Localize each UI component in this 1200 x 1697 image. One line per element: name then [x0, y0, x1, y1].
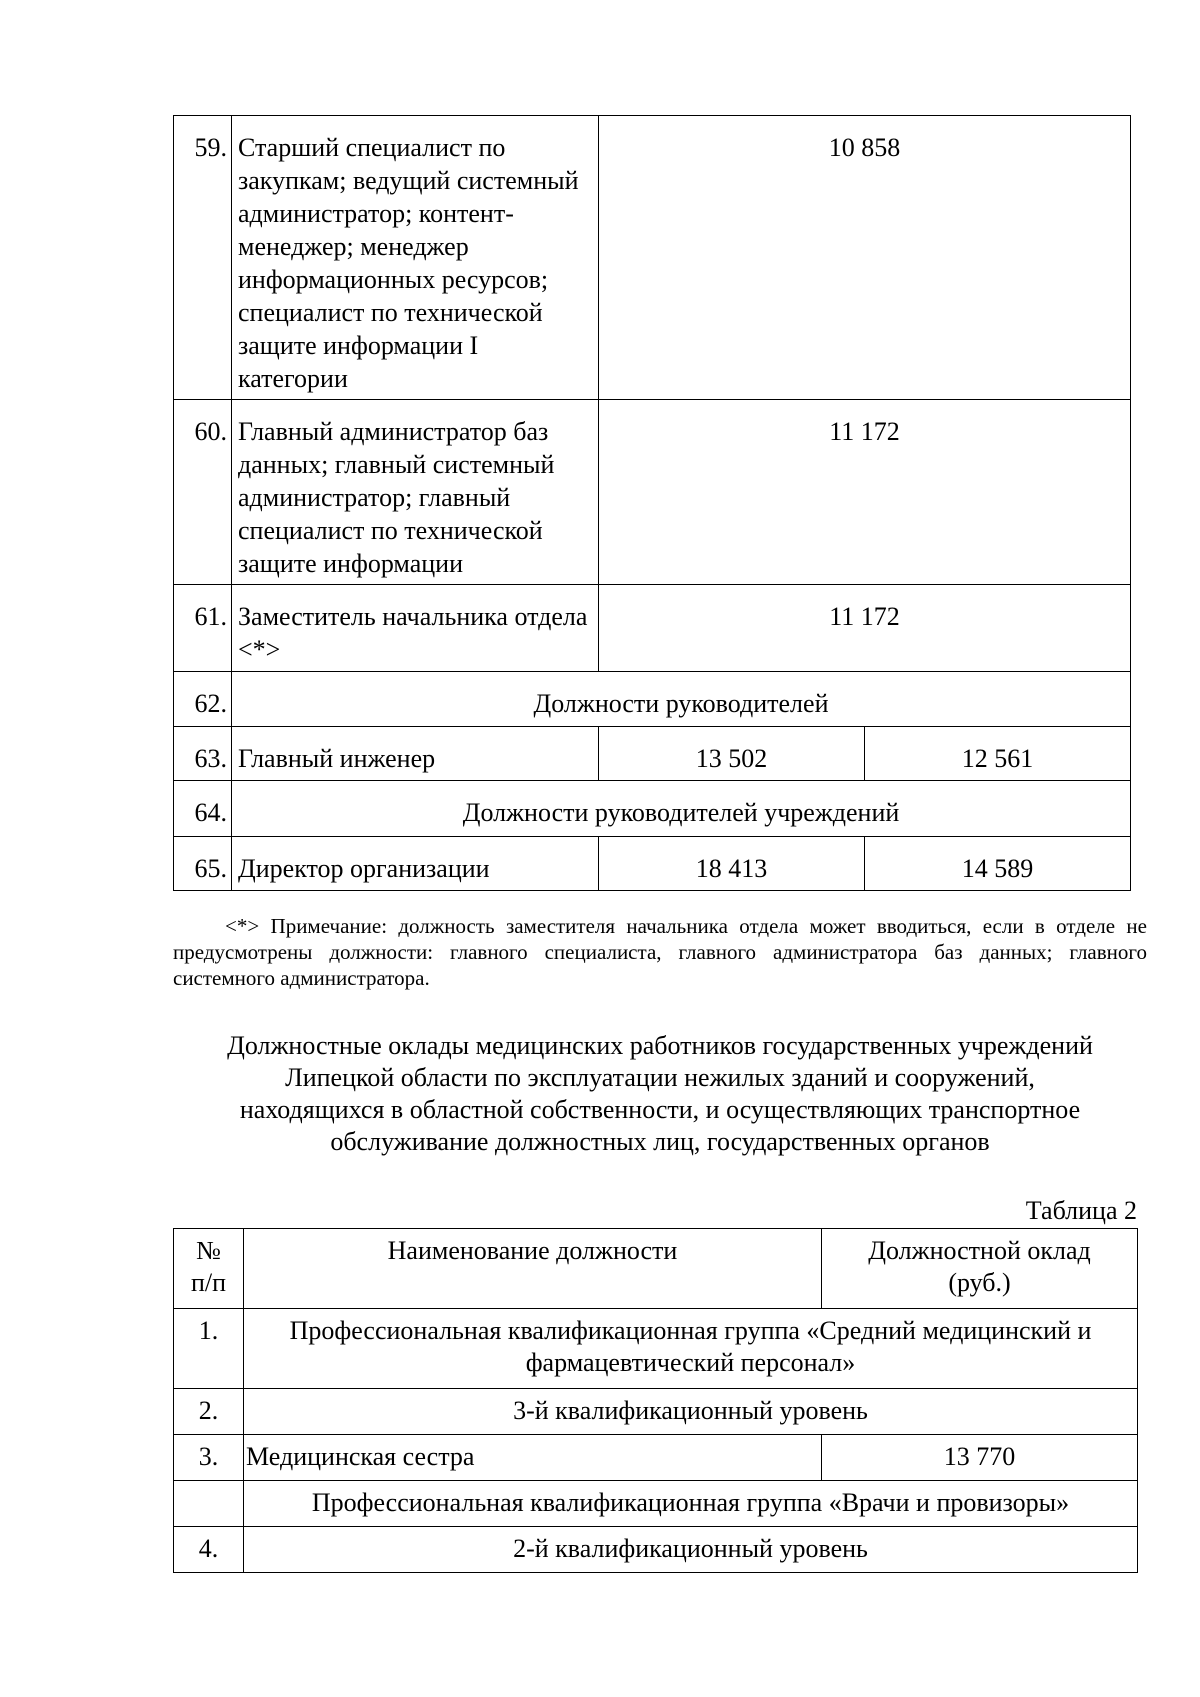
- group-title-line: фармацевтический персонал»: [525, 1348, 856, 1377]
- table-row: [174, 781, 1131, 837]
- group-title: [244, 1309, 1138, 1389]
- row-number: 63.: [174, 727, 232, 781]
- row-number: 61.: [174, 585, 232, 672]
- heading-line: Липецкой области по эксплуатации нежилых зданий и сооружений,: [285, 1063, 1035, 1092]
- row-number: 64.: [174, 781, 232, 837]
- heading-line: Должностные оклады медицинских работников государственных учреждений: [227, 1031, 1093, 1060]
- row-number: 62.: [174, 672, 232, 727]
- header-position-name: Наименование должности: [244, 1229, 822, 1309]
- group-title: 3-й квалификационный уровень: [244, 1389, 1138, 1435]
- salary-value: 11 172: [599, 400, 1131, 585]
- row-number: [174, 1481, 244, 1527]
- salary-value: 11 172: [599, 585, 1131, 672]
- table-row: [174, 672, 1131, 727]
- section-heading: [150, 1030, 1170, 1158]
- header-number: [174, 1229, 244, 1309]
- salary-value: 10 858: [599, 116, 1131, 400]
- header-number-line: №: [196, 1236, 221, 1265]
- salary-value: 13 770: [822, 1435, 1138, 1481]
- table-row: [174, 116, 1131, 400]
- row-number: 60.: [174, 400, 232, 585]
- row-number: 65.: [174, 837, 232, 891]
- positions-table-1: [173, 115, 1131, 891]
- table-row: [174, 1527, 1138, 1573]
- table-label: Таблица 2: [1025, 1196, 1137, 1225]
- salary-value-1: 18 413: [599, 837, 865, 891]
- table-row: [174, 1481, 1138, 1527]
- position-name: Старший специалист по закупкам; ведущий системный администратор; контент-менеджер; менеджер информационных ресурсов; специалист по технической защите информации I категории: [232, 116, 599, 400]
- heading-line: обслуживание должностных лиц, государственных органов: [330, 1127, 990, 1156]
- group-title: Должности руководителей: [232, 672, 1131, 727]
- row-number: 59.: [174, 116, 232, 400]
- row-number: 2.: [174, 1389, 244, 1435]
- heading-line: находящихся в областной собственности, и осуществляющих транспортное: [239, 1095, 1081, 1124]
- table-row: [174, 837, 1131, 891]
- salary-value-2: 14 589: [865, 837, 1131, 891]
- row-number: 3.: [174, 1435, 244, 1481]
- positions-table-2: [173, 1228, 1138, 1573]
- position-name: Главный инженер: [232, 727, 599, 781]
- table-header-row: [174, 1229, 1138, 1309]
- table-row: [174, 727, 1131, 781]
- position-name: Главный администратор баз данных; главный системный администратор; главный специалист по технической защите информации: [232, 400, 599, 585]
- table-row: [174, 1389, 1138, 1435]
- position-name: Медицинская сестра: [244, 1435, 822, 1481]
- group-title: Должности руководителей учреждений: [232, 781, 1131, 837]
- row-number: 1.: [174, 1309, 244, 1389]
- header-salary-line: (руб.): [948, 1268, 1011, 1297]
- table-row: [174, 1309, 1138, 1389]
- salary-value-1: 13 502: [599, 727, 865, 781]
- header-number-line: п/п: [190, 1268, 227, 1297]
- footnote: <*> Примечание: должность заместителя начальника отдела может вводиться, если в отделе не предусмотрены должности: главного специалиста, главного администратора баз данных; главного системного администратора.: [173, 914, 1147, 990]
- row-number: 4.: [174, 1527, 244, 1573]
- header-salary-line: Должностной оклад: [868, 1236, 1091, 1265]
- table-row: [174, 1435, 1138, 1481]
- table-row: [174, 585, 1131, 672]
- group-title-line: Профессиональная квалификационная группа «Средний медицинский и: [289, 1316, 1092, 1345]
- table-row: [174, 400, 1131, 585]
- position-name: Директор организации: [232, 837, 599, 891]
- group-title: 2-й квалификационный уровень: [244, 1527, 1138, 1573]
- position-name: Заместитель начальника отдела <*>: [232, 585, 599, 672]
- group-title: Профессиональная квалификационная группа «Врачи и провизоры»: [244, 1481, 1138, 1527]
- salary-value-2: 12 561: [865, 727, 1131, 781]
- header-salary: [822, 1229, 1138, 1309]
